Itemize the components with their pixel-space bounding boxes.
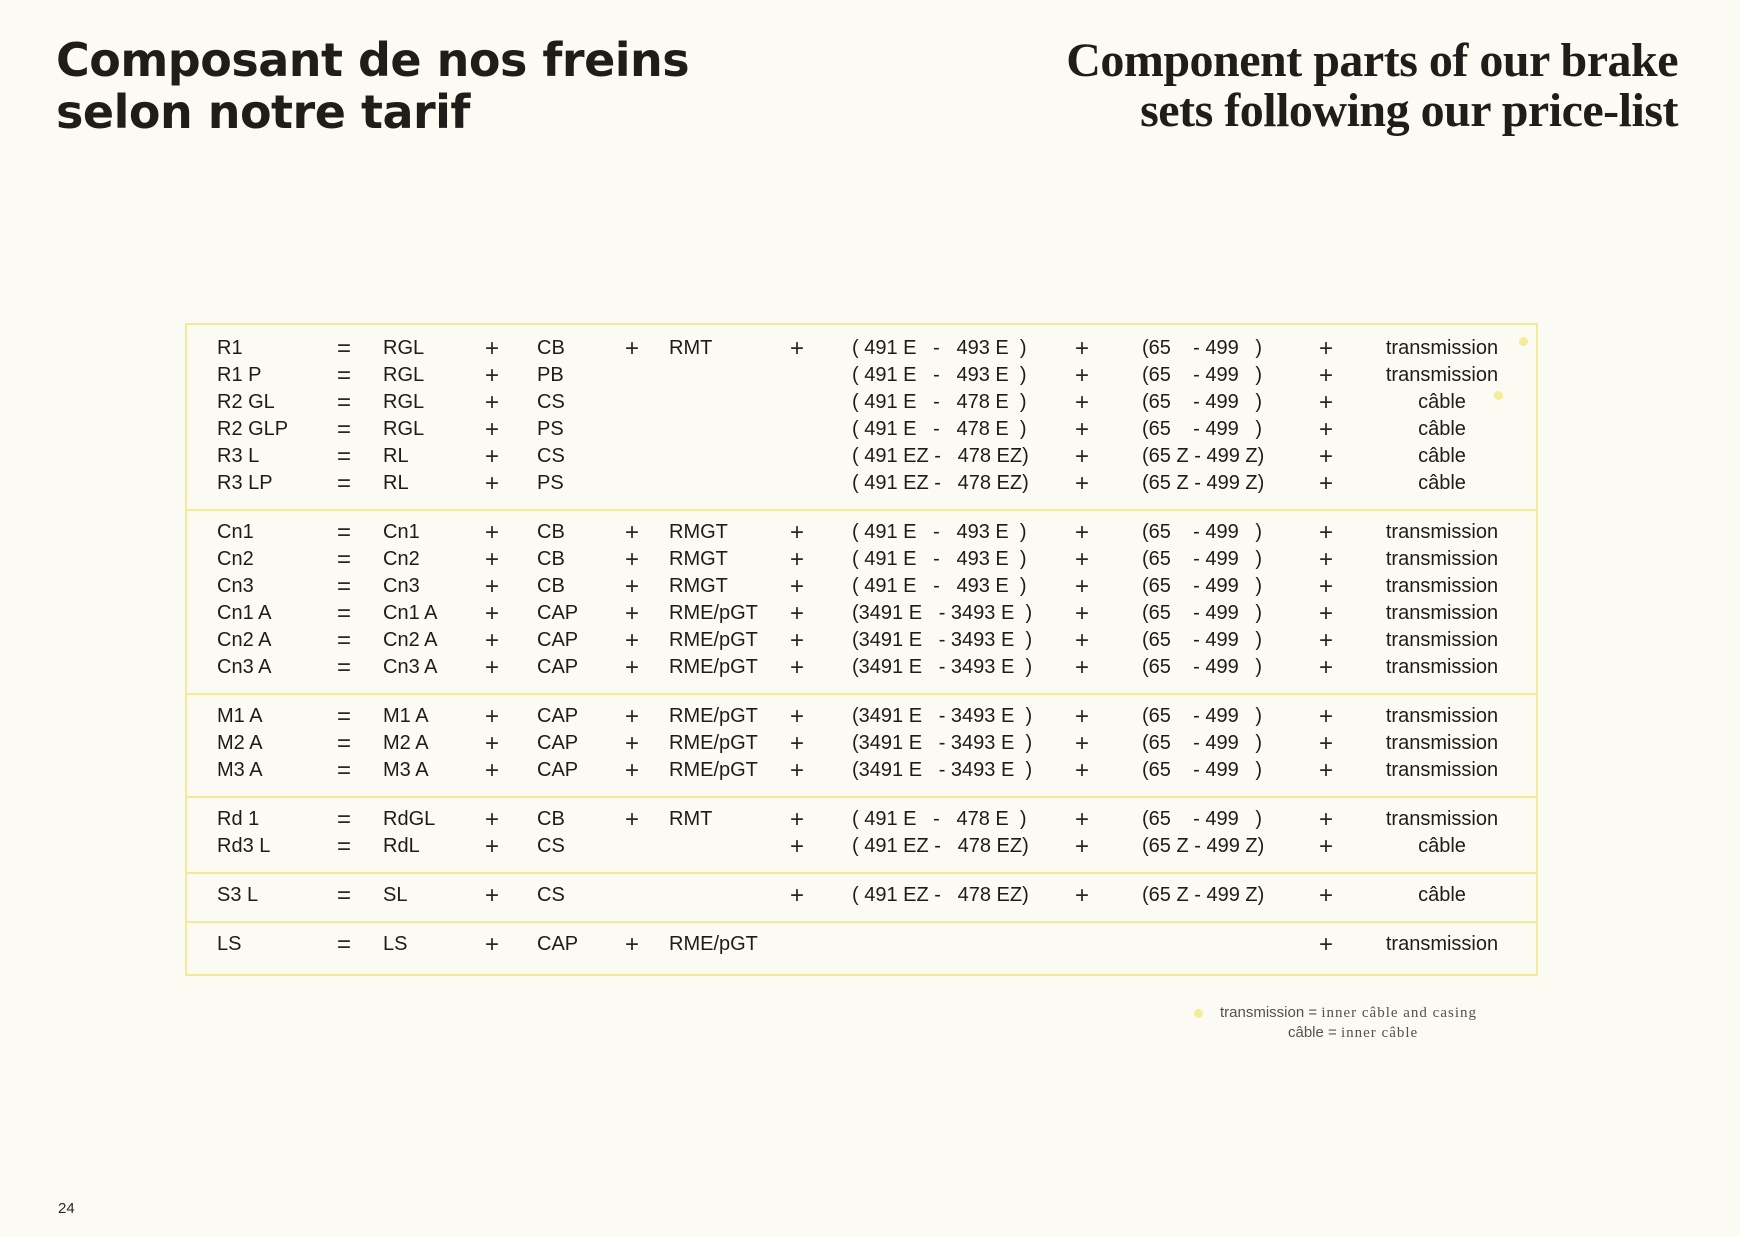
cell-p5: + <box>1318 389 1333 416</box>
cell-b: CAP <box>537 629 579 651</box>
cell-p2: + <box>624 546 639 573</box>
cell-f: transmission <box>1385 575 1499 597</box>
cell-d: ( 491 EZ - 478 EZ) <box>852 445 1029 467</box>
cell-p3: + <box>789 600 804 627</box>
cell-f: transmission <box>1385 933 1499 955</box>
cell-p4: + <box>1074 757 1089 784</box>
cell-name: M1 A <box>217 705 263 727</box>
table-row <box>187 730 1536 757</box>
cell-b: PS <box>537 472 564 494</box>
cell-p4: + <box>1074 882 1089 909</box>
cell-p1: + <box>484 416 499 443</box>
cell-a: Cn2 <box>383 548 420 570</box>
cell-p2: + <box>624 627 639 654</box>
cell-name: Cn1 <box>217 521 254 543</box>
table-row <box>187 931 1536 958</box>
table-row <box>187 362 1536 389</box>
cell-p1: + <box>484 757 499 784</box>
cell-b: CB <box>537 575 565 597</box>
cell-eq: = <box>336 389 351 416</box>
cell-p3: + <box>789 757 804 784</box>
cell-a: RdGL <box>383 808 436 830</box>
cell-b: CAP <box>537 656 579 678</box>
cell-d: (3491 E - 3493 E ) <box>852 629 1033 651</box>
title-en-line-1: Component parts of our brake <box>1066 34 1678 87</box>
cell-f: transmission <box>1385 602 1499 624</box>
cell-f: transmission <box>1385 759 1499 781</box>
cell-b: CB <box>537 521 565 543</box>
cell-p1: + <box>484 730 499 757</box>
cell-p5: + <box>1318 519 1333 546</box>
cell-p5: + <box>1318 833 1333 860</box>
cell-c: RME/pGT <box>669 732 758 754</box>
cell-c: RMGT <box>669 521 728 543</box>
cell-f: transmission <box>1385 656 1499 678</box>
cell-f: transmission <box>1385 705 1499 727</box>
cell-p3: + <box>789 882 804 909</box>
cell-e: (65 - 499 ) <box>1142 602 1263 624</box>
table-row <box>187 335 1536 362</box>
cell-p4: + <box>1074 703 1089 730</box>
table-row <box>187 470 1536 497</box>
cell-a: Cn3 <box>383 575 420 597</box>
cell-name: R2 GLP <box>217 418 289 440</box>
group-separator <box>187 921 1536 923</box>
cell-p5: + <box>1318 931 1333 958</box>
table-row <box>187 443 1536 470</box>
cell-e: (65 - 499 ) <box>1142 759 1263 781</box>
cell-e: (65 - 499 ) <box>1142 521 1263 543</box>
cell-p2: + <box>624 335 639 362</box>
cell-c: RMT <box>669 337 713 359</box>
cell-e: (65 - 499 ) <box>1142 656 1263 678</box>
cell-f: câble <box>1418 391 1466 413</box>
cell-c: RMT <box>669 808 713 830</box>
table-row <box>187 627 1536 654</box>
cell-f: transmission <box>1385 521 1499 543</box>
cell-p4: + <box>1074 627 1089 654</box>
footnote-marker-icon <box>1519 337 1528 346</box>
cell-eq: = <box>336 833 351 860</box>
cell-f: transmission <box>1385 808 1499 830</box>
table-row <box>187 757 1536 784</box>
cell-p4: + <box>1074 519 1089 546</box>
cell-p3: + <box>789 335 804 362</box>
cell-eq: = <box>336 757 351 784</box>
cell-p5: + <box>1318 443 1333 470</box>
cell-b: CS <box>537 835 565 857</box>
cell-eq: = <box>336 730 351 757</box>
cell-eq: = <box>336 443 351 470</box>
cell-name: M2 A <box>217 732 263 754</box>
group-separator <box>187 509 1536 511</box>
cell-a: M2 A <box>383 732 429 754</box>
cell-eq: = <box>336 627 351 654</box>
cell-c: RME/pGT <box>669 656 758 678</box>
cell-p4: + <box>1074 362 1089 389</box>
cell-p1: + <box>484 519 499 546</box>
cell-p5: + <box>1318 546 1333 573</box>
cell-p5: + <box>1318 757 1333 784</box>
cell-p5: + <box>1318 654 1333 681</box>
cell-name: Cn3 <box>217 575 254 597</box>
cell-d: (3491 E - 3493 E ) <box>852 732 1033 754</box>
cell-p4: + <box>1074 470 1089 497</box>
group-separator <box>187 693 1536 695</box>
cell-name: R1 <box>217 337 243 359</box>
cell-p1: + <box>484 362 499 389</box>
cell-d: ( 491 EZ - 478 EZ) <box>852 472 1029 494</box>
table-row <box>187 882 1536 909</box>
footnote <box>1200 1003 1477 1043</box>
cell-a: RL <box>383 472 409 494</box>
cell-p4: + <box>1074 546 1089 573</box>
table-row <box>187 519 1536 546</box>
cell-f: transmission <box>1385 364 1499 386</box>
cell-p1: + <box>484 389 499 416</box>
table-row <box>187 703 1536 730</box>
cell-p2: + <box>624 573 639 600</box>
cell-f: câble <box>1418 835 1466 857</box>
cell-name: S3 L <box>217 884 259 906</box>
cell-d: (3491 E - 3493 E ) <box>852 705 1033 727</box>
cell-p2: + <box>624 519 639 546</box>
cell-d: ( 491 E - 478 E ) <box>852 418 1027 440</box>
cell-d: ( 491 E - 493 E ) <box>852 521 1027 543</box>
cell-e: (65 - 499 ) <box>1142 337 1263 359</box>
page-title-english <box>1066 36 1678 136</box>
footnote-term-1: transmission <box>1220 1004 1305 1021</box>
cell-a: M1 A <box>383 705 429 727</box>
cell-p2: + <box>624 806 639 833</box>
cell-e: (65 - 499 ) <box>1142 705 1263 727</box>
cell-d: ( 491 E - 493 E ) <box>852 548 1027 570</box>
cell-name: Cn1 A <box>217 602 272 624</box>
cell-p4: + <box>1074 730 1089 757</box>
footnote-marker-icon <box>1494 391 1503 400</box>
cell-a: RGL <box>383 418 425 440</box>
cell-name: Cn2 A <box>217 629 272 651</box>
cell-d: ( 491 E - 493 E ) <box>852 337 1027 359</box>
cell-d: ( 491 E - 493 E ) <box>852 364 1027 386</box>
cell-name: R1 P <box>217 364 262 386</box>
title-fr-line-2: selon notre tarif <box>56 85 470 139</box>
cell-c: RMGT <box>669 548 728 570</box>
cell-b: CAP <box>537 759 579 781</box>
cell-f: câble <box>1418 884 1466 906</box>
cell-p2: + <box>624 600 639 627</box>
cell-e: (65 Z - 499 Z) <box>1142 472 1265 494</box>
cell-a: Cn2 A <box>383 629 438 651</box>
cell-eq: = <box>336 362 351 389</box>
cell-e: (65 - 499 ) <box>1142 548 1263 570</box>
cell-p4: + <box>1074 389 1089 416</box>
cell-p1: + <box>484 470 499 497</box>
cell-a: RGL <box>383 337 425 359</box>
cell-f: câble <box>1418 472 1466 494</box>
title-fr-line-1: Composant de nos freins <box>56 33 690 87</box>
cell-c: RME/pGT <box>669 933 758 955</box>
cell-eq: = <box>336 470 351 497</box>
cell-eq: = <box>336 573 351 600</box>
cell-f: transmission <box>1385 548 1499 570</box>
cell-eq: = <box>336 546 351 573</box>
brake-components-table <box>185 323 1538 976</box>
cell-b: CS <box>537 391 565 413</box>
cell-p3: + <box>789 703 804 730</box>
cell-e: (65 - 499 ) <box>1142 391 1263 413</box>
cell-f: câble <box>1418 418 1466 440</box>
cell-e: (65 - 499 ) <box>1142 418 1263 440</box>
cell-b: CB <box>537 548 565 570</box>
cell-f: câble <box>1418 445 1466 467</box>
cell-a: SL <box>383 884 408 906</box>
cell-e: (65 Z - 499 Z) <box>1142 445 1265 467</box>
cell-p5: + <box>1318 806 1333 833</box>
page-title-french <box>56 34 689 138</box>
cell-name: Cn2 <box>217 548 254 570</box>
cell-p4: + <box>1074 833 1089 860</box>
cell-p2: + <box>624 931 639 958</box>
cell-p4: + <box>1074 335 1089 362</box>
cell-a: RGL <box>383 391 425 413</box>
cell-a: M3 A <box>383 759 429 781</box>
cell-e: (65 Z - 499 Z) <box>1142 884 1265 906</box>
cell-p4: + <box>1074 806 1089 833</box>
cell-p1: + <box>484 443 499 470</box>
cell-p1: + <box>484 654 499 681</box>
cell-p5: + <box>1318 600 1333 627</box>
cell-p4: + <box>1074 573 1089 600</box>
cell-name: Rd3 L <box>217 835 271 857</box>
footnote-dot-icon <box>1194 1009 1203 1018</box>
cell-p1: + <box>484 546 499 573</box>
cell-eq: = <box>336 416 351 443</box>
cell-eq: = <box>336 335 351 362</box>
cell-p4: + <box>1074 600 1089 627</box>
cell-b: CAP <box>537 933 579 955</box>
table-row <box>187 573 1536 600</box>
cell-e: (65 - 499 ) <box>1142 575 1263 597</box>
cell-d: ( 491 E - 478 E ) <box>852 391 1027 413</box>
cell-name: R3 L <box>217 445 260 467</box>
cell-p4: + <box>1074 416 1089 443</box>
cell-e: (65 - 499 ) <box>1142 364 1263 386</box>
cell-a: RL <box>383 445 409 467</box>
cell-p3: + <box>789 627 804 654</box>
cell-d: ( 491 EZ - 478 EZ) <box>852 884 1029 906</box>
group-separator <box>187 872 1536 874</box>
cell-a: RdL <box>383 835 420 857</box>
table-row <box>187 600 1536 627</box>
cell-p1: + <box>484 573 499 600</box>
cell-p5: + <box>1318 882 1333 909</box>
cell-e: (65 - 499 ) <box>1142 732 1263 754</box>
cell-p2: + <box>624 757 639 784</box>
cell-p1: + <box>484 833 499 860</box>
cell-name: LS <box>217 933 242 955</box>
cell-eq: = <box>336 806 351 833</box>
cell-c: RME/pGT <box>669 705 758 727</box>
footnote-line-1 <box>1200 1003 1477 1023</box>
cell-eq: = <box>336 519 351 546</box>
cell-a: Cn3 A <box>383 656 438 678</box>
cell-b: CS <box>537 445 565 467</box>
cell-name: R2 GL <box>217 391 275 413</box>
cell-p5: + <box>1318 573 1333 600</box>
footnote-eq-2: = <box>1323 1024 1341 1041</box>
cell-p4: + <box>1074 654 1089 681</box>
cell-p4: + <box>1074 443 1089 470</box>
cell-p5: + <box>1318 627 1333 654</box>
cell-a: Cn1 <box>383 521 420 543</box>
cell-p1: + <box>484 627 499 654</box>
cell-p5: + <box>1318 470 1333 497</box>
page-number: 24 <box>58 1200 75 1217</box>
cell-p1: + <box>484 931 499 958</box>
cell-name: M3 A <box>217 759 263 781</box>
cell-p1: + <box>484 600 499 627</box>
cell-p1: + <box>484 806 499 833</box>
cell-eq: = <box>336 931 351 958</box>
cell-p5: + <box>1318 362 1333 389</box>
cell-c: RMGT <box>669 575 728 597</box>
cell-p3: + <box>789 833 804 860</box>
cell-p3: + <box>789 806 804 833</box>
footnote-line-2 <box>1200 1023 1477 1043</box>
cell-b: CAP <box>537 705 579 727</box>
title-en-line-2: sets following our price-list <box>1140 84 1678 137</box>
cell-c: RME/pGT <box>669 602 758 624</box>
cell-f: transmission <box>1385 732 1499 754</box>
group-separator <box>187 796 1536 798</box>
cell-b: CB <box>537 808 565 830</box>
cell-p3: + <box>789 573 804 600</box>
cell-f: transmission <box>1385 337 1499 359</box>
cell-p5: + <box>1318 703 1333 730</box>
table-row <box>187 416 1536 443</box>
cell-d: ( 491 EZ - 478 EZ) <box>852 835 1029 857</box>
cell-e: (65 Z - 499 Z) <box>1142 835 1265 857</box>
cell-b: CAP <box>537 602 579 624</box>
cell-a: LS <box>383 933 408 955</box>
cell-name: Cn3 A <box>217 656 272 678</box>
cell-a: RGL <box>383 364 425 386</box>
cell-e: (65 - 499 ) <box>1142 629 1263 651</box>
footnote-term-2: câble <box>1288 1024 1324 1041</box>
cell-p3: + <box>789 519 804 546</box>
table-row <box>187 546 1536 573</box>
cell-d: (3491 E - 3493 E ) <box>852 656 1033 678</box>
cell-name: Rd 1 <box>217 808 260 830</box>
table-row <box>187 833 1536 860</box>
cell-c: RME/pGT <box>669 759 758 781</box>
cell-p2: + <box>624 730 639 757</box>
cell-b: CS <box>537 884 565 906</box>
cell-d: (3491 E - 3493 E ) <box>852 759 1033 781</box>
cell-eq: = <box>336 882 351 909</box>
cell-p2: + <box>624 703 639 730</box>
cell-f: transmission <box>1385 629 1499 651</box>
cell-eq: = <box>336 703 351 730</box>
footnote-def-1: inner câble and casing <box>1321 1005 1478 1021</box>
cell-p3: + <box>789 654 804 681</box>
cell-p5: + <box>1318 335 1333 362</box>
table-row <box>187 806 1536 833</box>
cell-eq: = <box>336 654 351 681</box>
cell-name: R3 LP <box>217 472 273 494</box>
cell-p3: + <box>789 730 804 757</box>
cell-b: PB <box>537 364 564 386</box>
cell-b: CB <box>537 337 565 359</box>
cell-p1: + <box>484 882 499 909</box>
footnote-def-2: inner câble <box>1340 1025 1419 1041</box>
cell-p2: + <box>624 654 639 681</box>
cell-eq: = <box>336 600 351 627</box>
cell-c: RME/pGT <box>669 629 758 651</box>
cell-p5: + <box>1318 730 1333 757</box>
cell-p3: + <box>789 546 804 573</box>
cell-d: ( 491 E - 493 E ) <box>852 575 1027 597</box>
table-row <box>187 389 1536 416</box>
cell-p1: + <box>484 335 499 362</box>
table-row <box>187 654 1536 681</box>
cell-b: PS <box>537 418 564 440</box>
cell-d: (3491 E - 3493 E ) <box>852 602 1033 624</box>
cell-p5: + <box>1318 416 1333 443</box>
cell-e: (65 - 499 ) <box>1142 808 1263 830</box>
cell-a: Cn1 A <box>383 602 438 624</box>
cell-d: ( 491 E - 478 E ) <box>852 808 1027 830</box>
cell-b: CAP <box>537 732 579 754</box>
cell-p1: + <box>484 703 499 730</box>
footnote-eq-1: = <box>1304 1004 1322 1021</box>
